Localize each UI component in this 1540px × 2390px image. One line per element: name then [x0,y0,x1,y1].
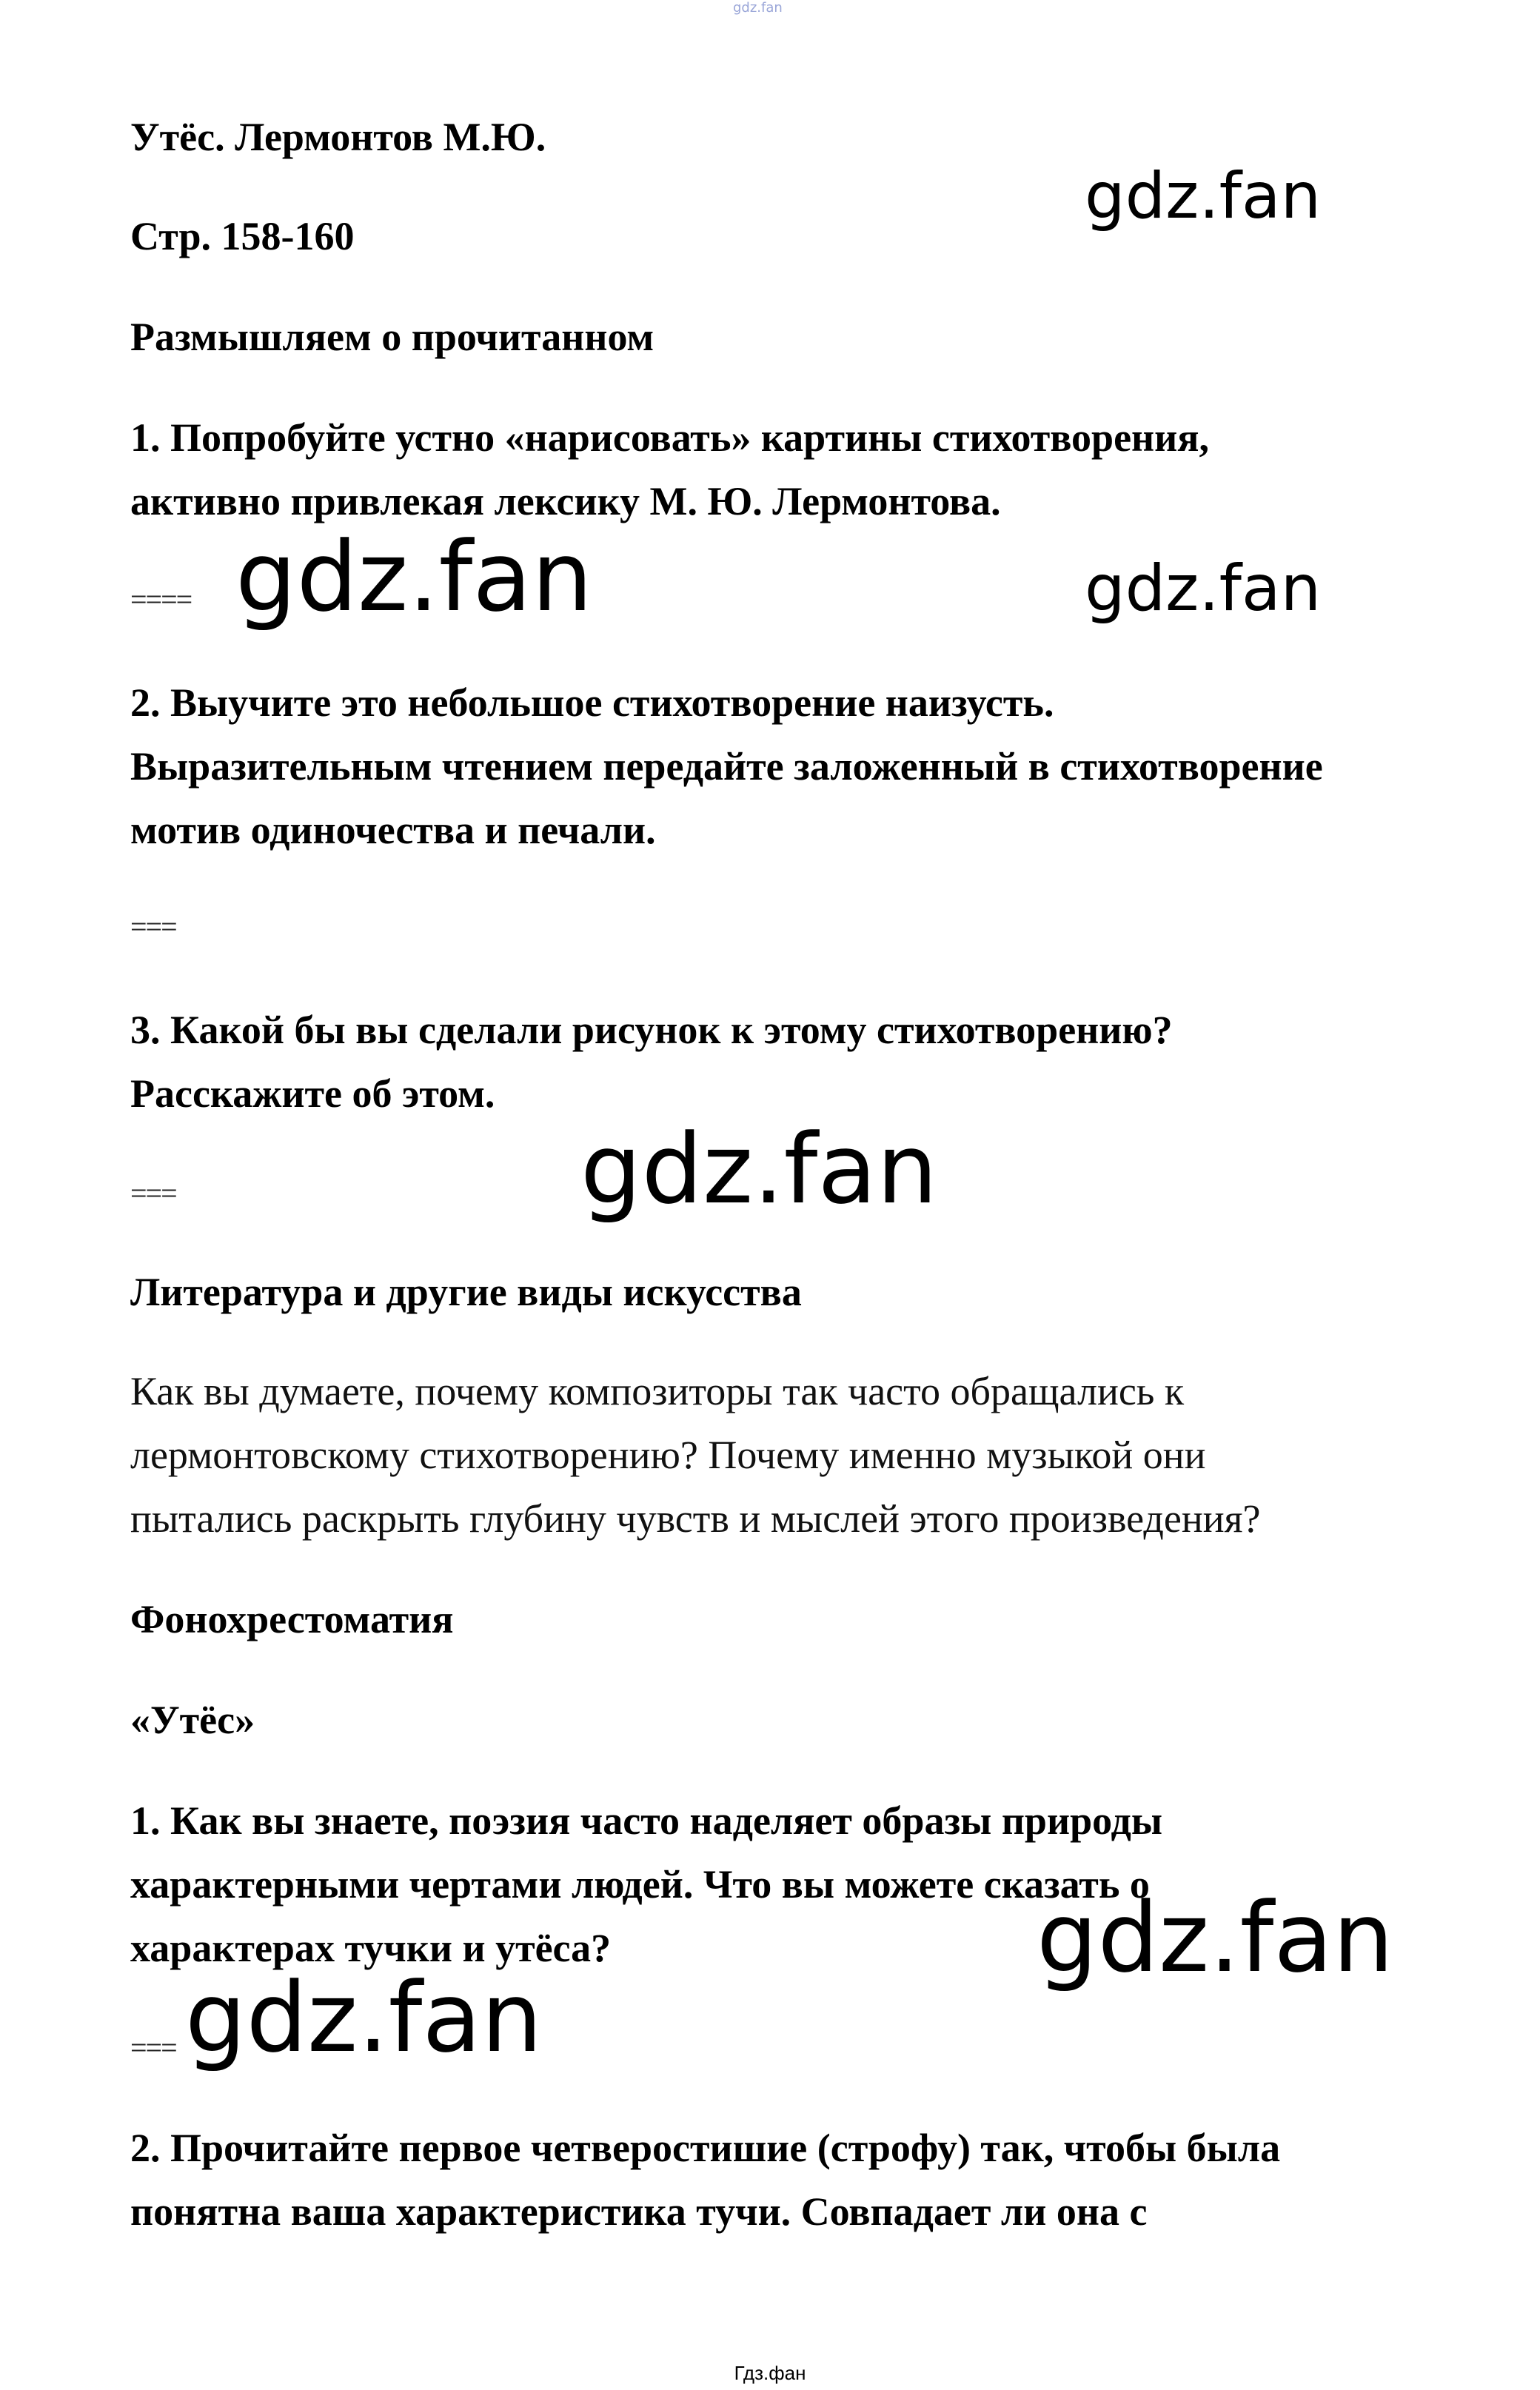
question-2-line-3: мотив одиночества и печали. [130,808,656,852]
phono-question-1-line-3: характерах тучки и утёса? [130,1926,612,1970]
watermark-2: gdz.fan [235,520,593,633]
section-heading-phono: Фонохрестоматия [130,1597,454,1641]
phono-question-2-line-1: 2. Прочитайте первое четверостишие (строфу) так, чтобы была [130,2126,1281,2170]
watermark-6: gdz.fan [185,1961,543,2074]
question-2-line-1: 2. Выучите это небольшое стихотворение наизусть. [130,680,1054,725]
answer-separator-2: === [130,910,176,943]
page-range: Стр. 158-160 [130,214,355,258]
question-1-line-2: активно привлекая лексику М. Ю. Лермонтова. [130,479,1001,523]
arts-question-line-2: лермонтовскому стихотворению? Почему именно музыкой они [130,1433,1206,1477]
watermark-5: gdz.fan [1037,1881,1394,1994]
phono-question-1-line-1: 1. Как вы знаете, поэзия часто наделяет образы природы [130,1798,1163,1843]
watermark-1: gdz.fan [1085,159,1322,233]
footer-site-name: Гдз.фан [734,2362,806,2384]
question-3-line-1: 3. Какой бы вы сделали рисунок к этому стихотворению? [130,1008,1173,1052]
question-3-line-2: Расскажите об этом. [130,1071,495,1116]
document-title: Утёс. Лермонтов М.Ю. [130,115,546,159]
section-heading-reflect: Размышляем о прочитанном [130,315,654,359]
arts-question-line-1: Как вы думаете, почему композиторы так часто обращались к [130,1369,1185,1413]
phono-poem-title: «Утёс» [130,1698,255,1742]
top-watermark: gdz.fan [733,0,783,16]
phono-question-1-line-2: характерными чертами людей. Что вы можете сказать о [130,1862,1150,1907]
answer-separator-1: ==== [130,583,192,616]
section-heading-arts: Литература и другие виды искусства [130,1270,802,1314]
question-2-line-2: Выразительным чтением передайте заложенный в стихотворение [130,744,1323,789]
watermark-4: gdz.fan [580,1113,938,1225]
question-1-line-1: 1. Попробуйте устно «нарисовать» картины стихотворения, [130,415,1209,460]
answer-separator-4: === [130,2031,176,2064]
arts-question-line-3: пытались раскрыть глубину чувств и мыслей этого произведения? [130,1496,1261,1541]
watermark-3: gdz.fan [1085,552,1322,626]
answer-separator-3: === [130,1176,176,1210]
phono-question-2-line-2: понятна ваша характеристика тучи. Совпадает ли она с [130,2189,1148,2234]
